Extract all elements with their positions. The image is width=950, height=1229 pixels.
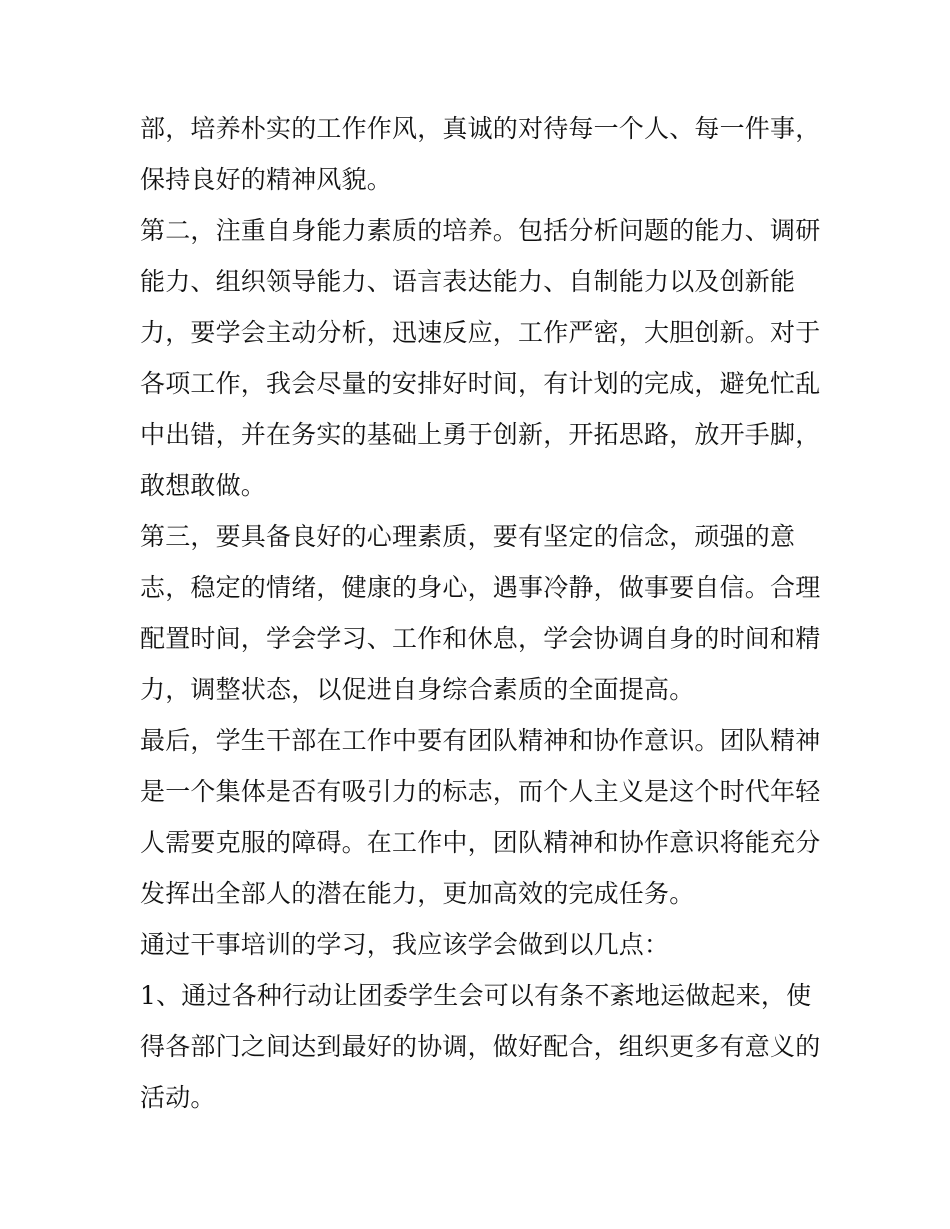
text-line: 最后，学生干部在工作中要有团队精神和协作意识。团队精神 (140, 726, 821, 755)
text-line: 是一个集体是否有吸引力的标志，而个人主义是这个时代年轻 (140, 777, 821, 806)
text-line: 得各部门之间达到最好的协调，做好配合，组织更多有意义的 (140, 1032, 821, 1061)
text-line: 第二，注重自身能力素质的培养。包括分析问题的能力、调研 (140, 216, 821, 245)
text-line: 配置时间，学会学习、工作和休息，学会协调自身的时间和精 (140, 624, 821, 653)
text-line: 力，要学会主动分析，迅速反应，工作严密，大胆创新。对于 (140, 318, 821, 347)
text-line: 保持良好的精神风貌。 (140, 165, 393, 194)
text-line: 第三，要具备良好的心理素质，要有坚定的信念，顽强的意 (140, 522, 796, 551)
text-line: 志，稳定的情绪，健康的身心，遇事冷静，做事要自信。合理 (140, 573, 821, 602)
text-line: 中出错，并在务实的基础上勇于创新，开拓思路，放开手脚， (140, 420, 821, 449)
text-line: 人需要克服的障碍。在工作中，团队精神和协作意识将能充分 (140, 828, 821, 857)
text-line: 1、通过各种行动让团委学生会可以有条不紊地运做起来，使 (140, 981, 812, 1010)
text-line: 通过干事培训的学习，我应该学会做到以几点： (140, 930, 670, 959)
text-line: 部，培养朴实的工作作风，真诚的对待每一个人、每一件事， (140, 114, 821, 143)
text-line: 敢想敢做。 (140, 471, 267, 500)
text-line: 力，调整状态，以促进自身综合素质的全面提高。 (140, 675, 695, 704)
text-line: 能力、组织领导能力、语言表达能力、自制能力以及创新能 (140, 267, 796, 296)
text-line: 活动。 (140, 1083, 216, 1112)
text-line: 发挥出全部人的潜在能力，更加高效的完成任务。 (140, 879, 695, 908)
text-line: 各项工作，我会尽量的安排好时间，有计划的完成，避免忙乱 (140, 369, 821, 398)
